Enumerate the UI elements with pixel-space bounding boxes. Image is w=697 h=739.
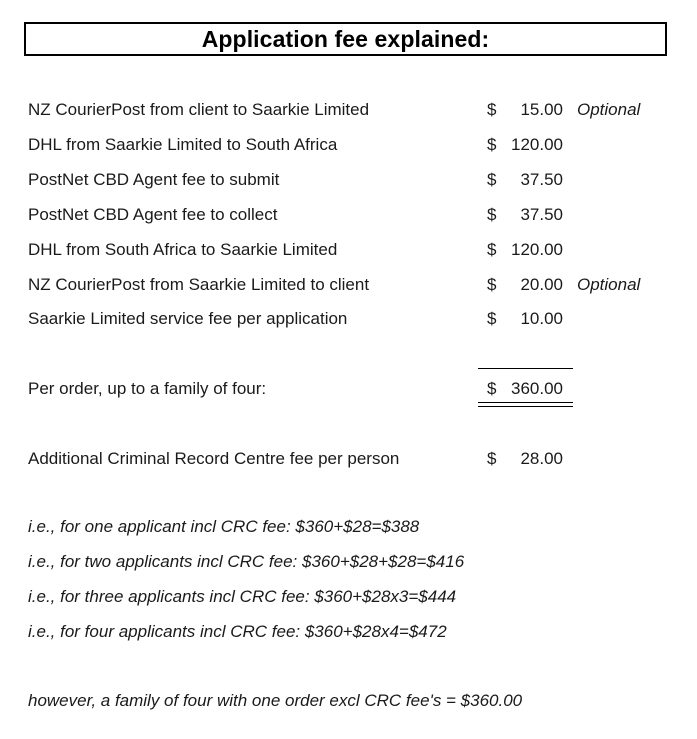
fee-note: Optional xyxy=(577,100,641,119)
fee-label: Saarkie Limited service fee per application xyxy=(28,309,348,328)
fee-amount: 15.00 xyxy=(520,100,563,119)
total-currency: $ xyxy=(487,379,497,398)
fee-label: DHL from South Africa to Saarkie Limited xyxy=(28,240,338,259)
fee-currency: $ xyxy=(487,309,497,328)
additional-fee-currency: $ xyxy=(487,449,497,468)
page-title: Application fee explained: xyxy=(201,25,490,52)
fee-currency: $ xyxy=(487,205,497,224)
total-double-rule-second xyxy=(478,406,573,407)
fee-currency: $ xyxy=(487,170,497,189)
fee-amount: 10.00 xyxy=(520,309,563,328)
fee-note: Optional xyxy=(577,275,641,294)
fee-amount: 20.00 xyxy=(520,275,563,294)
fee-currency: $ xyxy=(487,240,497,259)
total-row xyxy=(0,377,697,401)
fee-label: PostNet CBD Agent fee to collect xyxy=(28,205,278,224)
fee-row xyxy=(0,273,697,297)
footer-note: however, a family of four with one order excl CRC fee's = $360.00 xyxy=(28,691,523,710)
total-double-rule xyxy=(478,402,573,403)
additional-fee-row xyxy=(0,447,697,471)
example-line: i.e., for one applicant incl CRC fee: $360+$28=$388 xyxy=(28,517,420,536)
fee-currency: $ xyxy=(487,135,497,154)
fee-label: PostNet CBD Agent fee to submit xyxy=(28,170,280,189)
example-line: i.e., for two applicants incl CRC fee: $360+$28+$28=$416 xyxy=(28,552,465,571)
fee-label: NZ CourierPost from client to Saarkie Limited xyxy=(28,100,370,119)
title-box xyxy=(24,22,667,56)
fee-row xyxy=(0,203,697,227)
total-label: Per order, up to a family of four: xyxy=(28,379,267,398)
fee-row xyxy=(0,238,697,262)
fee-row xyxy=(0,307,697,331)
total-amount: 360.00 xyxy=(511,379,563,398)
fee-row xyxy=(0,133,697,157)
fee-row xyxy=(0,98,697,122)
fee-row xyxy=(0,168,697,192)
additional-fee-label: Additional Criminal Record Centre fee per person xyxy=(28,449,400,468)
example-line: i.e., for four applicants incl CRC fee: $360+$28x4=$472 xyxy=(28,622,447,641)
additional-fee-amount: 28.00 xyxy=(520,449,563,468)
fee-amount: 37.50 xyxy=(520,170,563,189)
fee-amount: 37.50 xyxy=(520,205,563,224)
fee-label: DHL from Saarkie Limited to South Africa xyxy=(28,135,338,154)
fee-amount: 120.00 xyxy=(511,240,563,259)
example-line: i.e., for three applicants incl CRC fee: $360+$28x3=$444 xyxy=(28,587,457,606)
fee-currency: $ xyxy=(487,275,497,294)
fee-currency: $ xyxy=(487,100,497,119)
fee-label: NZ CourierPost from Saarkie Limited to client xyxy=(28,275,370,294)
fee-amount: 120.00 xyxy=(511,135,563,154)
total-rule-top xyxy=(478,368,573,369)
